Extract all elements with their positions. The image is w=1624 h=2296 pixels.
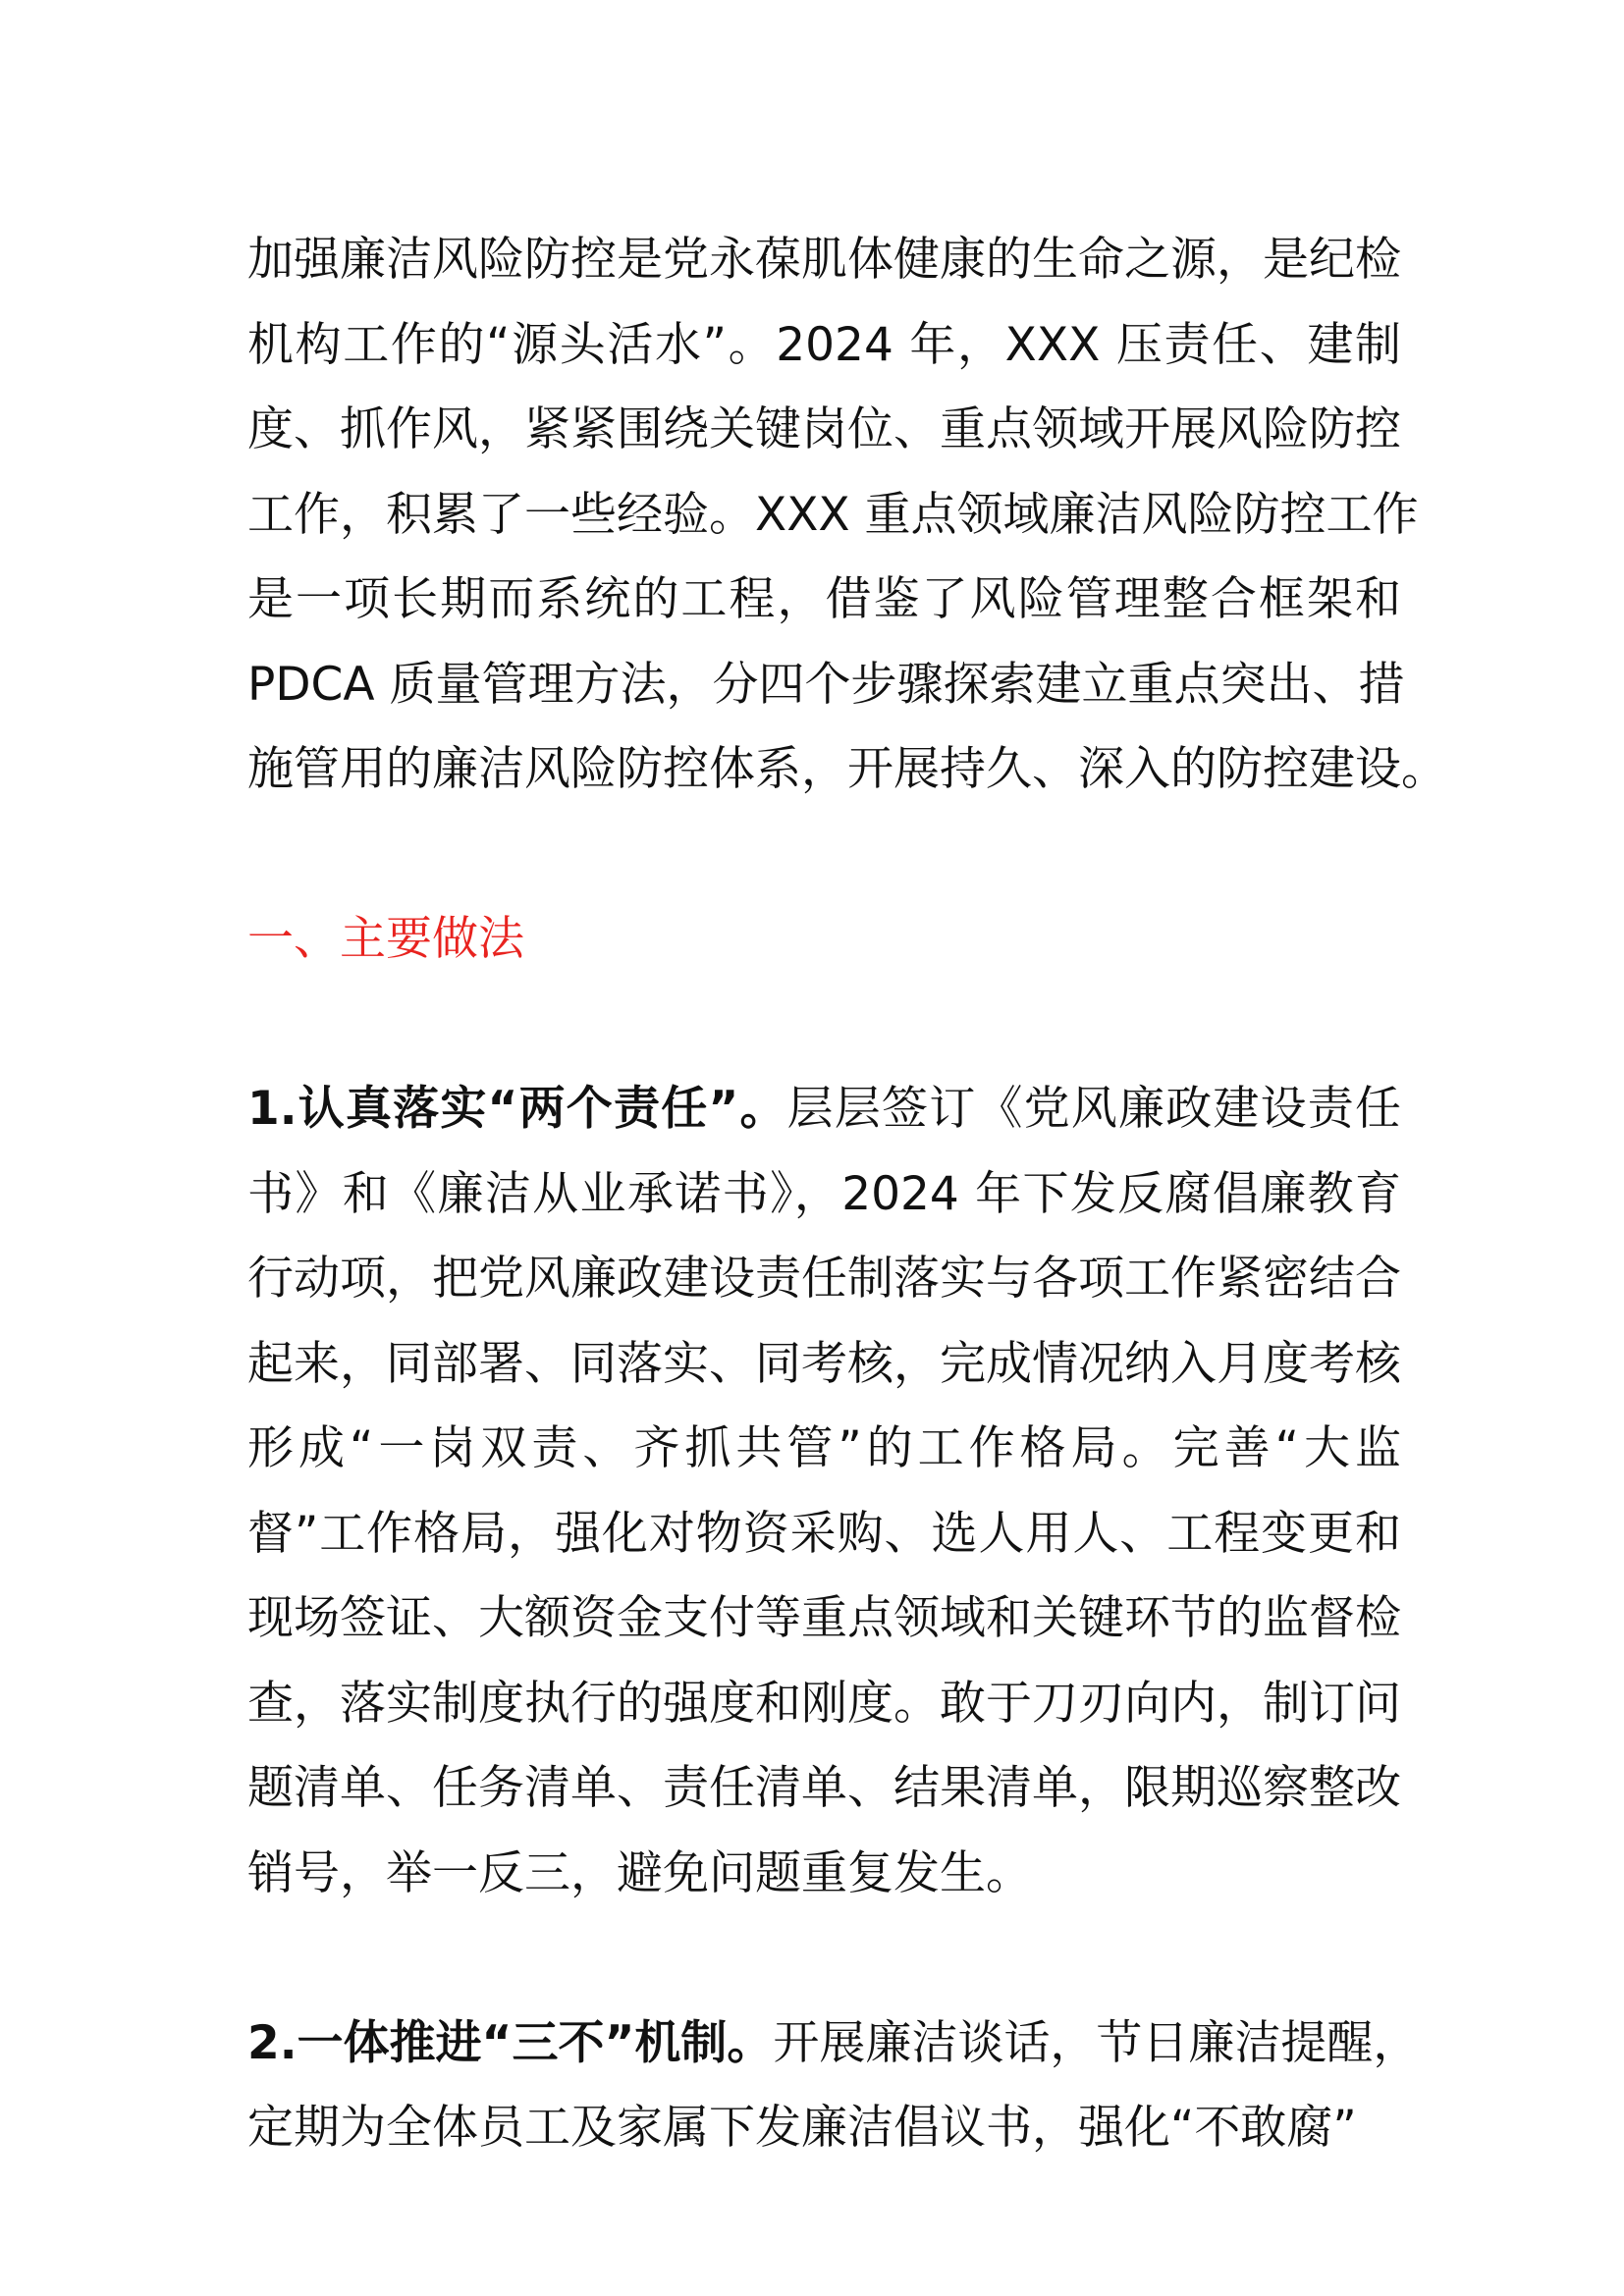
intro-line: PDCA 质量管理方法，分四个步骤探索建立重点突出、措 (247, 657, 1405, 712)
item1-line: 销号，举一反三，避免问题重复发生。 (247, 1845, 1032, 1900)
intro-line: 机构工作的“源头活水”。2024 年，XXX 压责任、建制 (247, 317, 1401, 372)
paragraph-gap (247, 1916, 1401, 2002)
item2-title: 2.一体推进“三不”机制。 (247, 2015, 774, 2070)
item1-line: 查，落实制度执行的强度和刚度。敢于刀刃向内，制订问 (247, 1676, 1401, 1731)
item1-line: 现场签证、大额资金支付等重点领域和关键环节的监督检 (247, 1591, 1401, 1645)
item1-paragraph (247, 1067, 1401, 1916)
intro-line: 度、抓作风，紧紧围绕关键岗位、重点领域开展风险防控 (247, 402, 1401, 456)
item1-first-line-text: 层层签订《党风廉政建设责任 (786, 1082, 1401, 1136)
intro-line: 工作，积累了一些经验。XXX 重点领域廉洁风险防控工作 (247, 487, 1419, 542)
item1-line: 题清单、任务清单、责任清单、结果清单，限期巡察整改 (247, 1761, 1401, 1815)
item1-line: 书》和《廉洁从业承诺书》，2024 年下发反腐倡廉教育 (247, 1166, 1401, 1221)
paragraph-gap (247, 813, 1401, 898)
item1-title: 1.认真落实“两个责任”。 (247, 1082, 787, 1136)
item1-line: 形成“一岗双责、齐抓共管”的工作格局。完善“大监 (247, 1421, 1401, 1475)
intro-paragraph (247, 218, 1447, 813)
item1-line: 起来，同部署、同落实、同考核，完成情况纳入月度考核 (247, 1336, 1401, 1391)
item1-line: 督”工作格局，强化对物资采购、选人用人、工程变更和 (247, 1506, 1401, 1561)
item1-line: 行动项，把党风廉政建设责任制落实与各项工作紧密结合 (247, 1252, 1401, 1306)
item1-first-line (247, 1067, 1401, 1152)
section-heading: 一、主要做法 (247, 912, 524, 966)
paragraph-gap (247, 983, 1401, 1068)
intro-line: 是一项长期而系统的工程，借鉴了风险管理整合框架和 (247, 572, 1401, 626)
intro-line: 加强廉洁风险防控是党永葆肌体健康的生命之源，是纪检 (247, 233, 1401, 287)
item2-first-line-text: 开展廉洁谈话，节日廉洁提醒， (773, 2015, 1420, 2070)
item2-first-line (247, 2002, 1420, 2087)
document-page (247, 218, 1447, 2171)
item2-line: 定期为全体员工及家属下发廉洁倡议书，强化“不敢腐” (247, 2101, 1357, 2155)
item2-paragraph (247, 2002, 1420, 2171)
intro-line: 施管用的廉洁风险防控体系，开展持久、深入的防控建设。 (247, 742, 1447, 796)
